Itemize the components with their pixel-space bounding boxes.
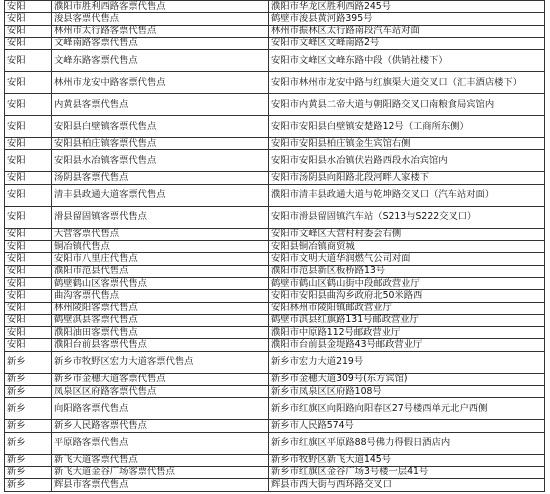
cell-name: 鹤壁淇县客票代售点 — [52, 314, 269, 326]
cell-city: 安阳 — [5, 314, 52, 326]
cell-city: 安阳 — [5, 290, 52, 302]
cell-city: 新乡 — [5, 420, 52, 432]
cell-name: 清丰县政通大道客票代售点 — [52, 184, 269, 206]
cell-city: 安阳 — [5, 94, 52, 116]
table-row — [5, 94, 545, 116]
cell-name: 汤阴县客票代售点 — [52, 172, 269, 184]
cell-city: 新乡 — [5, 454, 52, 466]
cell-city: 安阳 — [5, 265, 52, 277]
cell-city: 安阳 — [5, 13, 52, 25]
cell-city: 安阳 — [5, 72, 52, 94]
cell-name: 曲沟客票代售点 — [52, 290, 269, 302]
cell-name: 林州市太行路客票代售点 — [52, 25, 269, 37]
table-row — [5, 339, 545, 351]
table-row — [5, 420, 545, 432]
cell-city: 新乡 — [5, 386, 52, 398]
cell-city: 安阳 — [5, 241, 52, 253]
table-row — [5, 351, 545, 373]
cell-city: 安阳 — [5, 253, 52, 265]
cell-name: 凤泉区区府路客票代售点 — [52, 386, 269, 398]
cell-name: 安阳县白壁镇客票代售点 — [52, 116, 269, 138]
table-row — [5, 479, 545, 491]
table-row — [5, 13, 545, 25]
cell-city: 新乡 — [5, 398, 52, 420]
cell-address: 安阳市汤阴县向阳路北段河畔人家楼下 — [269, 172, 545, 184]
cell-name: 濮阳市胜利西路客票代售点 — [52, 1, 269, 13]
cell-name: 鹤壁鹤山区客票代售点 — [52, 277, 269, 289]
cell-address: 鹤壁市鹤山区鹤山街中段邮政营业厅 — [269, 277, 545, 289]
cell-name: 新乡人民路客票代售点 — [52, 420, 269, 432]
cell-address: 新乡市红旗区向阳路向阳春区27号楼西单元北户西侧 — [269, 398, 545, 420]
cell-address: 濮阳市范县新区板桥路13号 — [269, 265, 545, 277]
cell-name: 内黄县客票代售点 — [52, 94, 269, 116]
table-row — [5, 290, 545, 302]
cell-address: 新乡市红旗区金谷广场3号楼一层41号 — [269, 466, 545, 478]
cell-address: 濮阳市清丰县政通大道与乾坤路交叉口（汽车站对面） — [269, 184, 545, 206]
cell-city: 安阳 — [5, 339, 52, 351]
table-row — [5, 184, 545, 206]
cell-city: 安阳 — [5, 1, 52, 13]
table-row — [5, 454, 545, 466]
cell-name: 新乡市牧野区宏力大道客票代售点 — [52, 351, 269, 373]
cell-name: 安阳县柏庄镇客票代售点 — [52, 138, 269, 150]
table-row — [5, 241, 545, 253]
cell-address: 安阳市文峰区大营村村委会右侧 — [269, 228, 545, 240]
cell-name: 新飞大道客票代售点 — [52, 454, 269, 466]
table-row — [5, 386, 545, 398]
cell-name: 安阳县水冶镇客票代售点 — [52, 150, 269, 172]
table-row — [5, 116, 545, 138]
cell-city: 安阳 — [5, 228, 52, 240]
cell-city: 安阳 — [5, 302, 52, 314]
cell-address: 新乡市金穗大道309号(东方宾馆) — [269, 373, 545, 385]
cell-address: 鹤壁市淇县红旗路131号邮政营业厅 — [269, 314, 545, 326]
cell-address: 安阳市安阳县曲沟乡政府北50米路西 — [269, 290, 545, 302]
cell-address: 安阳市林州市龙安中路与红旗渠大道交叉口（汇丰酒店楼下） — [269, 72, 545, 94]
table-row — [5, 228, 545, 240]
cell-name: 向阳路客票代售点 — [52, 398, 269, 420]
cell-address: 安阳县铜冶镇商贸城 — [269, 241, 545, 253]
cell-address: 新乡市宏力大道219号 — [269, 351, 545, 373]
cell-address: 濮阳市中原路112号邮政营业厅 — [269, 327, 545, 339]
cell-address: 安阳林州市陵阳镇邮政营业厅 — [269, 302, 545, 314]
cell-address: 新乡市人民路574号 — [269, 420, 545, 432]
cell-address: 濮阳市台前县金堤路43号邮政营业厅 — [269, 339, 545, 351]
cell-address: 安阳市滑县留固镇汽车站（S213与S222交叉口） — [269, 206, 545, 228]
cell-city: 安阳 — [5, 37, 52, 49]
table-row — [5, 466, 545, 478]
cell-city: 新乡 — [5, 466, 52, 478]
table-row — [5, 398, 545, 420]
cell-city: 安阳 — [5, 50, 52, 72]
cell-address: 新乡市凤泉区区府路108号 — [269, 386, 545, 398]
cell-name: 铜冶镇代售点 — [52, 241, 269, 253]
table-row — [5, 50, 545, 72]
cell-city: 安阳 — [5, 184, 52, 206]
table-row — [5, 302, 545, 314]
cell-address: 鹤壁市浚县黄河路395号 — [269, 13, 545, 25]
table-row — [5, 327, 545, 339]
cell-name: 林州市龙安中路客票代售点 — [52, 72, 269, 94]
table-row — [5, 138, 545, 150]
cell-city: 安阳 — [5, 327, 52, 339]
cell-name: 文峰南路客票代售点 — [52, 37, 269, 49]
cell-city: 安阳 — [5, 25, 52, 37]
cell-address: 濮阳市华龙区胜利西路245号 — [269, 1, 545, 13]
cell-name: 新飞大道金谷广场客票代售点 — [52, 466, 269, 478]
cell-name: 濮阳市范县代售点 — [52, 265, 269, 277]
cell-address: 安阳市安阳县白壁镇安楚路12号（工商所东侧） — [269, 116, 545, 138]
cell-address: 安阳市安阳县柏庄镇金生宾馆右侧 — [269, 138, 545, 150]
cell-name: 大营客票代售点 — [52, 228, 269, 240]
cell-name: 濮阳台前县客票代售点 — [52, 339, 269, 351]
cell-city: 新乡 — [5, 351, 52, 373]
table-row — [5, 265, 545, 277]
cell-address: 安阳市文峰区文峰东路中段（供销社楼下） — [269, 50, 545, 72]
table-row — [5, 37, 545, 49]
ticket-agency-table-body — [5, 1, 545, 492]
cell-city: 安阳 — [5, 172, 52, 184]
cell-name: 新乡市金穗大道客票代售点 — [52, 373, 269, 385]
table-row — [5, 373, 545, 385]
table-row — [5, 277, 545, 289]
table-row — [5, 253, 545, 265]
cell-name: 濮阳油田客票代售点 — [52, 327, 269, 339]
table-row — [5, 150, 545, 172]
cell-city: 新乡 — [5, 479, 52, 491]
table-row — [5, 1, 545, 13]
cell-name: 辉县市客票代售点 — [52, 479, 269, 491]
cell-address: 新乡市红旗区平原路88号佛力得假日酒店内 — [269, 432, 545, 454]
cell-city: 安阳 — [5, 138, 52, 150]
cell-city: 新乡 — [5, 373, 52, 385]
cell-address: 林州市振林区太行路南段汽车站对面 — [269, 25, 545, 37]
table-row — [5, 432, 545, 454]
ticket-agency-table — [4, 0, 545, 492]
cell-name: 安阳市八里庄代售点 — [52, 253, 269, 265]
table-row — [5, 172, 545, 184]
cell-name: 滑县留固镇客票代售点 — [52, 206, 269, 228]
cell-address: 安阳市内黄县二帝大道与朝阳路交叉口南粮食局宾馆内 — [269, 94, 545, 116]
cell-address: 安阳市文明大道华润燃气公司对面 — [269, 253, 545, 265]
cell-name: 文峰东路客票代售点 — [52, 50, 269, 72]
cell-name: 林州陵阳客票代售点 — [52, 302, 269, 314]
table-row — [5, 314, 545, 326]
cell-name: 浚县客票代售点 — [52, 13, 269, 25]
table-row — [5, 72, 545, 94]
cell-city: 新乡 — [5, 432, 52, 454]
cell-city: 安阳 — [5, 206, 52, 228]
cell-address: 新乡市牧野区新飞大道145号 — [269, 454, 545, 466]
table-row — [5, 206, 545, 228]
cell-city: 安阳 — [5, 116, 52, 138]
cell-address: 安阳市安阳县水冶镇伏岩路西段水冶宾馆内 — [269, 150, 545, 172]
table-row — [5, 25, 545, 37]
cell-address: 安阳市文峰区文峰南路2号 — [269, 37, 545, 49]
cell-city: 安阳 — [5, 277, 52, 289]
cell-address: 辉县市西大街与西环路交叉口 — [269, 479, 545, 491]
cell-city: 安阳 — [5, 150, 52, 172]
cell-name: 平原路客票代售点 — [52, 432, 269, 454]
